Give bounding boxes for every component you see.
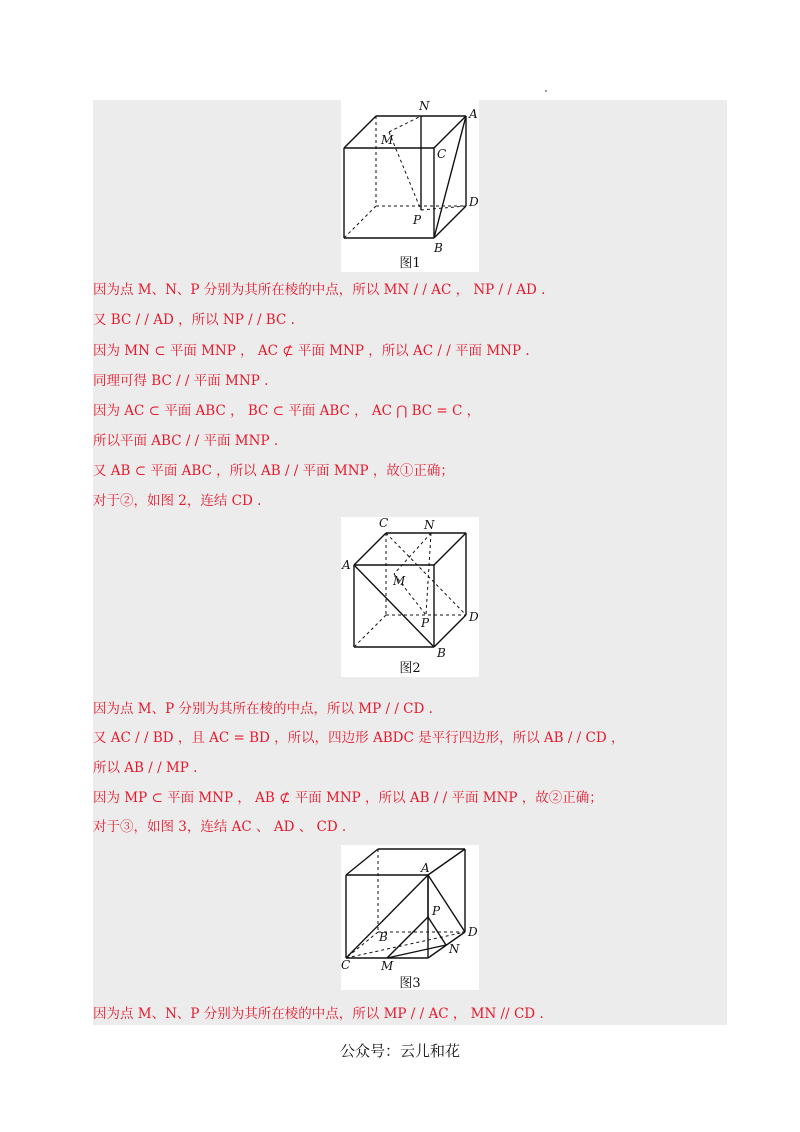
label-A: A — [421, 861, 430, 875]
footer-wechat-account: 公众号：云儿和花 — [339, 1042, 460, 1060]
label-C: C — [437, 147, 447, 161]
solution-line-3: 因为 MN ⊂ 平面 MNP ， AC ⊄ 平面 MNP ，所以 AC / / 平面 MNP . — [93, 343, 530, 359]
solution-line-4: 同理可得 BC / / 平面 MNP . — [93, 373, 269, 389]
figure-3 — [341, 845, 479, 990]
label-A: A — [342, 558, 351, 572]
solution-line-9: 因为点 M、P 分别为其所在棱的中点，所以 MP / / CD . — [93, 701, 433, 717]
label-P: P — [413, 213, 422, 227]
label-B: B — [437, 646, 446, 660]
figure-3-cube — [341, 845, 479, 990]
label-D: D — [469, 195, 479, 209]
label-N: N — [419, 100, 430, 113]
solution-line-11: 所以 AB / / MP . — [93, 760, 198, 776]
solution-line-5: 因为 AC ⊂ 平面 ABC ， BC ⊂ 平面 ABC ， AC ⋂ BC = C ， — [93, 403, 481, 419]
label-B: B — [379, 930, 388, 944]
solution-line-8: 对于②，如图 2，连结 CD . — [93, 493, 262, 509]
solution-line-7: 又 AB ⊂ 平面 ABC ，所以 AB / / 平面 MNP ，故①正确； — [93, 463, 454, 479]
label-P: P — [432, 904, 441, 918]
label-M: M — [393, 574, 406, 588]
solution-line-14: 因为点 M、N、P 分别为其所在棱的中点，所以 MP / / AC ， MN // CD . — [93, 1006, 544, 1022]
figure-2-caption: 图2 — [399, 661, 421, 676]
label-N: N — [424, 518, 435, 532]
label-A: A — [469, 107, 478, 121]
label-D: D — [469, 610, 479, 624]
label-C: C — [379, 517, 389, 530]
label-M: M — [381, 133, 394, 147]
figure-1-cube — [341, 100, 479, 272]
solution-line-2: 又 BC / / AD ，所以 NP / / BC . — [93, 312, 295, 328]
figure-2 — [341, 517, 479, 677]
figure-1 — [341, 100, 479, 272]
figure-3-caption: 图3 — [399, 976, 421, 991]
solution-line-13: 对于③，如图 3，连结 AC 、 AD 、 CD . — [93, 819, 347, 835]
figure-1-caption: 图1 — [399, 256, 421, 271]
solution-line-12: 因为 MP ⊂ 平面 MNP ， AB ⊄ 平面 MNP ，所以 AB / / 平面 MNP ，故②正确； — [93, 790, 603, 806]
label-N: N — [449, 942, 460, 956]
label-C: C — [341, 958, 351, 972]
solution-line-1: 因为点 M、N、P 分别为其所在棱的中点，所以 MN / / AC ， NP / / AD . — [93, 282, 546, 298]
solution-line-10: 又 AC / / BD ，且 AC = BD ，所以，四边形 ABDC 是平行四边形，所以 AB / / CD ， — [93, 730, 625, 746]
label-B: B — [434, 241, 443, 255]
label-M: M — [381, 959, 394, 973]
label-D: D — [468, 925, 478, 939]
speck — [545, 90, 547, 92]
solution-line-6: 所以平面 ABC / / 平面 MNP . — [93, 433, 279, 449]
figure-2-cube — [341, 517, 479, 677]
label-P: P — [421, 616, 430, 630]
